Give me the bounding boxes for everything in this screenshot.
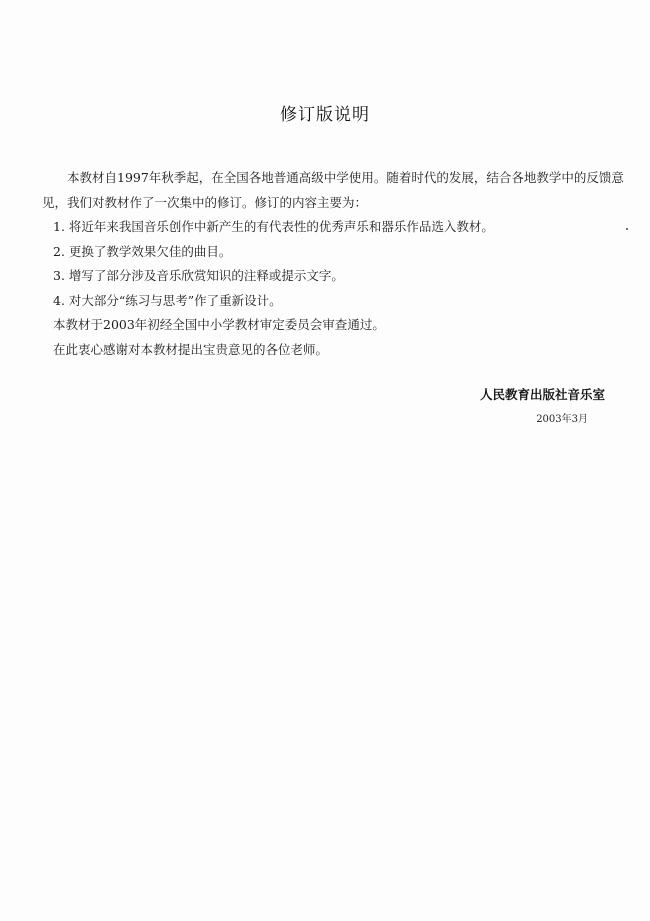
document-body [42,166,632,362]
revision-item-1: 1. 将近年来我国音乐创作中新产生的有代表性的优秀声乐和器乐作品选入教材。 [53,219,494,234]
publisher-signature: 人民教育出版社音乐室 [479,387,605,402]
revision-item-4: 4. 对大部分“练习与思考”作了重新设计。 [53,292,282,308]
page-title: 修订版说明 [280,105,370,125]
scan-speck [626,228,628,230]
revision-item-2: 2. 更换了教学效果欠佳的曲目。 [53,243,232,259]
signature-date: 2003年3月 [536,414,588,425]
revision-item-3: 3. 增写了部分涉及音乐欣赏知识的注释或提示文字。 [53,268,344,283]
thanks-paragraph: 在此衷心感谢对本教材提出宝贵意见的各位老师。 [53,341,329,357]
approval-paragraph: 本教材于2003年初经全国中小学教材审定委员会审查通过。 [53,317,385,332]
intro-paragraph: 本教材自1997年秋季起，在全国各地普通高级中学使用。随着时代的发展，结合各地教学中的反馈意见，我们对教材作了一次集中的修订。修订的内容主要为： [42,170,624,210]
